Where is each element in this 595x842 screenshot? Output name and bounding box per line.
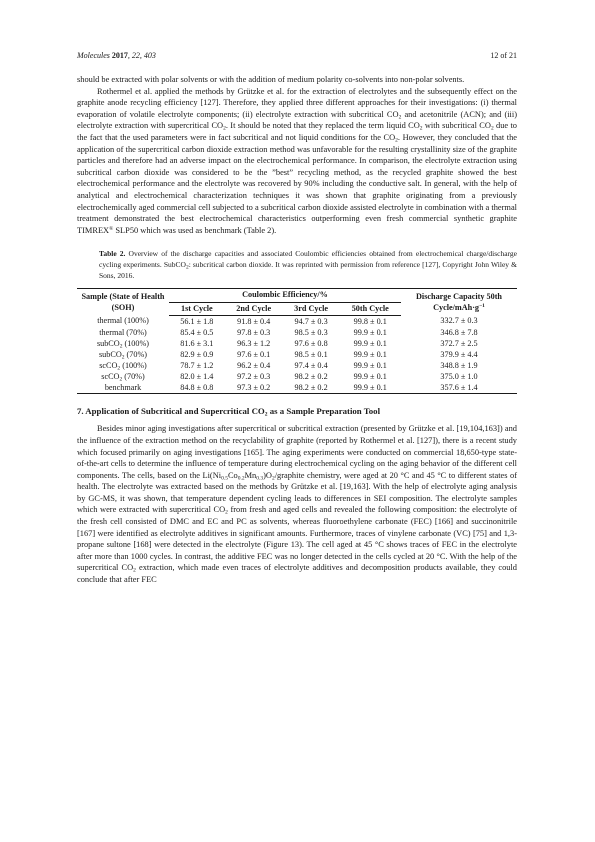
cell-cycle-1: 56.1 ± 1.8 [180,316,214,326]
text-run: . It should be noted that they replaced the term liquid CO [225,121,420,131]
cell-cycle-3: 97.4 ± 0.4 [294,360,328,370]
text-run: (70%) [124,349,147,359]
cell-sample [77,360,169,371]
section-heading [77,405,517,417]
cell-sample [77,327,169,338]
cell-discharge: 357.6 ± 1.4 [401,382,517,394]
table-header-row [77,289,517,303]
cell-cycle-3: 98.5 ± 0.3 [294,327,328,337]
running-header [77,50,517,62]
header-discharge-capacity [401,289,517,316]
cell-cycle-1: 82.0 ± 1.4 [180,371,214,381]
text-run: Mn [244,470,257,480]
cell-sample [77,316,169,328]
text-run: subCO [98,349,122,359]
text-run: (100%) [120,360,147,370]
subscript: 2 [119,376,123,383]
cell-cycle-50: 99.9 ± 0.1 [353,360,387,370]
cell-cycle-3: 94.7 ± 0.3 [294,316,328,326]
header-coulombic-efficiency: Coulombic Efficiency/% [169,289,401,303]
cell-cycle-3: 97.6 ± 0.8 [294,338,328,348]
text-run: /graphite chemistry, were aged at 20 °C and 45 °C to different states of health. The electrolyte was extracted based on the methods by Grützke et al. [19,163]. With the help of electrolyte aging analysis by GC-MS, it was shown, that temperature dependent cycling leads to differences in SEI composition. The electrolyte samples which were extracted with supercritical CO [77,470,517,515]
superscript: −1 [479,302,485,309]
subscript: 0.5 [221,475,228,482]
text-run: thermal (100%) [97,316,149,326]
header-discharge-label: Discharge Capacity 50th Cycle/mAh·g [416,292,502,312]
page-number: 12 of 21 [490,51,517,60]
text-run: Rothermel et al. applied the methods by Grützke et al. for the extraction of electrolytes and the subsequently effect on the graphite anode recycling efficiency [127]. Therefore, they applied three different approaches for their investigations: (i) thermal evaporation of volatile electrolyte components; (ii) electrolyte extraction with subcritical CO [77,86,517,119]
text-run: scCO [101,371,120,381]
table-row [77,338,517,349]
cell-cycle-1: 85.4 ± 0.5 [180,327,214,337]
cell-cycle-50: 99.9 ± 0.1 [353,338,387,348]
table-row [77,382,517,394]
text-run: (100%) [122,338,150,348]
text-run: 7. Application of Subcritical and Supercritical CO [77,406,265,417]
text-run: . However, they concluded that the application of the supercritical carbon dioxide extraction method was unfavorable for the resulting crystallinity size of the graphite particles and therefore had an adverse impact on the electrochemical performance. In comparison, the electrolyte extraction using subcritical carbon dioxide was considered to be the ”best” recycling method, as the recycled graphite showed the best electrochemical performance and the electrolyte was recovered by 90% including the conductive salt. In general, with the help of analytical and electrochemical characterization techniques it was shown that graphite originating from a previously electrochemically aged commercial cell subjected to a subcritical carbon dioxide assisted electrolyte in combination with a thermal treatment demonstrated the best electrochemical characteristics outperforming even fresh commercial synthetic graphite TIMREX [77,132,517,235]
cell-cycle-1: 78.7 ± 1.2 [180,360,214,370]
cell-discharge: 332.7 ± 0.3 [440,316,478,326]
results-table [77,288,517,394]
header-cycle-50: 50th Cycle [339,302,401,316]
subscript: 2 [223,125,226,132]
text-run: benchmark [104,382,142,392]
subscript: 2 [264,411,268,418]
header-cycle-3: 3rd Cycle [283,302,340,316]
cell-sample [77,371,169,382]
subscript: 0.3 [256,475,264,482]
cell-cycle-2: 97.6 ± 0.1 [237,349,271,359]
cell-cycle-2: 97.3 ± 0.2 [225,382,283,394]
subscript: 2 [121,354,125,361]
cell-discharge: 372.7 ± 2.5 [440,338,478,348]
subscript: 2 [225,509,228,516]
text-run: scCO [99,360,118,370]
cell-discharge: 379.9 ± 4.4 [440,349,478,359]
cell-cycle-3: 98.5 ± 0.1 [294,349,328,359]
cell-cycle-2: 96.2 ± 0.4 [237,360,271,370]
cell-cycle-50: 99.9 ± 0.1 [353,349,387,359]
text-run: extraction, which made even traces of electrolyte additives and decomposition products available, they could conclude that after FEC [77,563,517,585]
subscript: 2 [419,125,423,132]
cell-sample [77,382,169,394]
subscript: 0.2 [237,475,245,482]
text-run: Co [227,470,238,480]
text-run: with subcritical CO [422,121,491,131]
paragraph-continuation: should be extracted with polar solvents or with the addition of medium polarity co-solvents into non-polar solvents. [77,75,465,84]
journal-citation [77,50,156,62]
text-run: thermal (70%) [99,327,147,337]
paragraph-rothermel [77,86,517,237]
table-caption-text: Overview of the discharge capacities and associated Coulombic efficiencies obtained from electrochemical charge/discharge cycling experiments. SubCO [99,249,517,270]
text-run: due to the fact that the used parameters were in fact subcritical and not liquid conditions for the CO [77,121,517,142]
table-row [77,360,517,371]
cell-cycle-2: 96.3 ± 1.2 [237,338,271,348]
cell-cycle-1: 81.6 ± 3.1 [180,338,214,348]
journal-volume-pages: , 22, 403 [127,51,156,60]
subscript: 2 [119,343,123,350]
journal-year: 2017 [111,51,128,60]
cell-cycle-50: 99.8 ± 0.1 [353,316,387,326]
cell-sample [77,338,169,349]
subscript: 2 [490,125,494,132]
table-row [77,349,517,360]
cell-cycle-50: 99.9 ± 0.1 [353,327,387,337]
text-run: as a Sample Preparation Tool [267,406,381,417]
table-row [77,316,517,328]
registered-mark: ® [109,225,114,232]
text-run: Besides minor aging investigations after supercritical or subcritical extraction (presented by Grützke et al. [19,104,163]) and the influence of the extraction method on the recyclability of graphite (reported by Rothermel et al. [127]), there is a recent study which focused primarily on aging investigations [165]. The aging experiments were conducted on commercial 18,650-type state-of-the-art cells to determine the influence of temperature during electrochemical cycling on the aging behavior of the different cell components. The cells, based on the Li(Ni [77,424,517,480]
table-caption-label: Table 2. [99,249,126,259]
cell-cycle-1: 84.8 ± 0.8 [169,382,225,394]
journal-name: Molecules [77,51,110,60]
text-run: from fresh and aged cells and revealed the following composition: the electrolyte of the fresh cell consisted of DMC and EC and PC as solvents, whereas fluoroethylene carbonate (FEC) [166] and succinonitrile [167] were identified as electrolyte additives in significant amounts. Furthermore, traces of vinylene carbonate (VC) [75] and 1,3-propane sultone [168] were detected in the electrolyte (Figure 13). The cell aged at 45 °C shows traces of FEC in the electrolyte after more than 1000 cycles. In contrast, the additive FEC was no longer detected in the cells cycled at 20 °C. With the help of the supercritical CO [77,505,518,573]
paragraph-aging [77,423,517,585]
cell-cycle-50: 99.9 ± 0.1 [353,371,387,381]
table-caption [99,248,517,281]
cell-sample [77,349,169,360]
subscript: 2 [185,264,189,271]
header-sample: Sample (State of Health (SOH) [77,289,169,316]
cell-cycle-2: 91.8 ± 0.4 [237,316,271,326]
article-body [77,74,517,586]
cell-cycle-1: 82.9 ± 0.9 [180,349,214,359]
cell-cycle-2: 97.2 ± 0.3 [237,371,271,381]
header-cycle-2: 2nd Cycle [225,302,283,316]
subscript: 2 [395,137,398,144]
table-caption-text-end: : subcritical carbon dioxide. It was reprinted with permission from reference [127], Copyright John Wiley & Sons, 2016. [99,260,517,281]
cell-cycle-3: 98.2 ± 0.2 [294,371,328,381]
header-cycle-1: 1st Cycle [169,302,225,316]
subscript: 2 [398,114,402,121]
subscript: 2 [271,475,275,482]
cell-discharge: 375.0 ± 1.0 [440,371,478,381]
text-run: )O [263,470,272,480]
text-run: subCO [96,338,120,348]
text-run: (70%) [122,371,145,381]
cell-discharge: 346.8 ± 7.8 [440,327,478,337]
cell-discharge: 348.8 ± 1.9 [440,360,478,370]
table-row [77,327,517,338]
cell-cycle-3: 98.2 ± 0.2 [283,382,340,394]
table-row [77,371,517,382]
subscript: 2 [133,567,136,574]
text-run: SLP50 which was used as benchmark (Table 2). [113,225,277,235]
text-run: and acetonitrile (ACN); and (iii) electrolyte extraction with supercritical CO [77,109,517,131]
cell-cycle-2: 97.8 ± 0.3 [237,327,271,337]
cell-cycle-50: 99.9 ± 0.1 [339,382,401,394]
subscript: 2 [117,365,121,372]
